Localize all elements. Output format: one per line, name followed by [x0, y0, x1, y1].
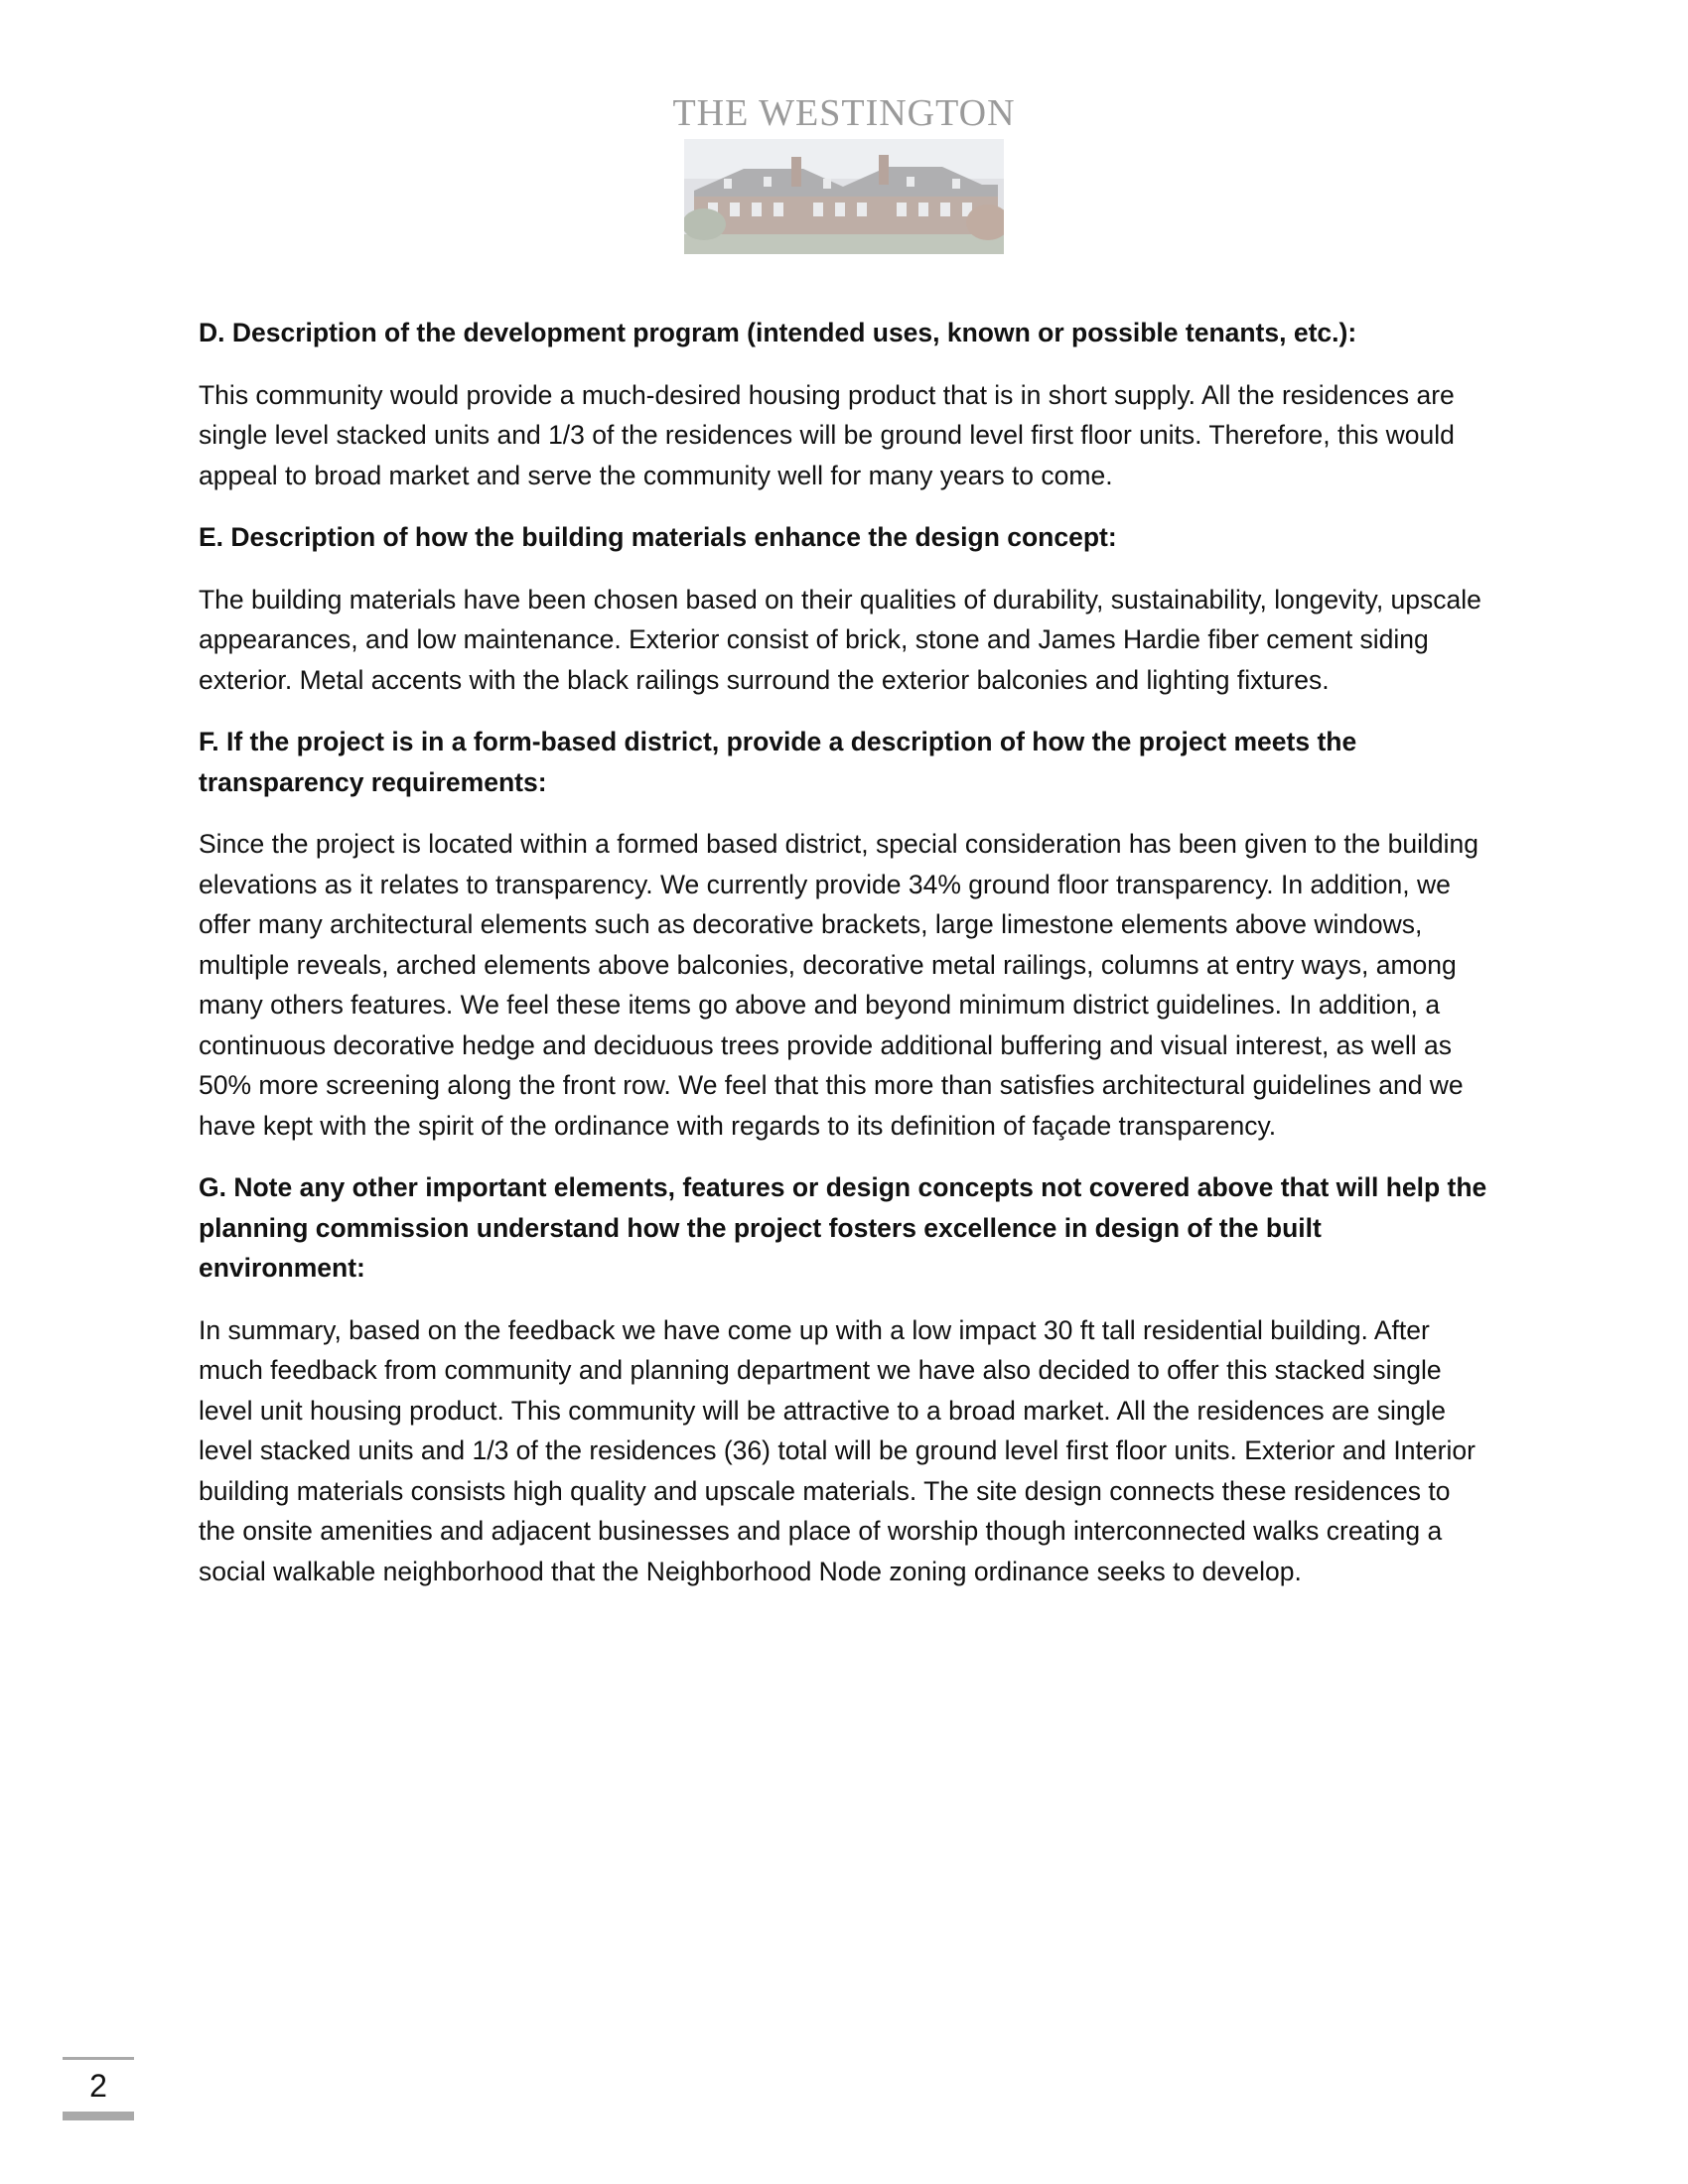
section-heading: G. Note any other important elements, features or design concepts not covered above that will help the planning commission understand how the project fosters excellence in design of the built environment: [199, 1172, 1487, 1283]
page-number: 2 [89, 2068, 107, 2104]
section-heading: F. If the project is in a form-based district, provide a description of how the project meets the transparency requirements: [199, 727, 1357, 797]
section-heading: D. Description of the development program (intended uses, known or possible tenants, etc.): [199, 318, 1357, 347]
section-paragraph: This community would provide a much-desired housing product that is in short supply. All the residences are single level stacked units and 1/3 of the residences will be ground level first floor units. Therefore, this would appeal to broad market and serve the community well for many years to come. [199, 379, 1455, 490]
page-number-rule-bottom [63, 2112, 134, 2120]
section-paragraph: In summary, based on the feedback we have come up with a low impact 30 ft tall residential building. After much feedback from community and planning department we have also decided to offer this stacked single level unit housing product. This community will be attractive to a broad market. All the residences are single level stacked units and 1/3 of the residences (36) total will be ground level first floor units. Exterior and Interior building materials consists high quality and upscale materials. The site design connects these residences to the onsite amenities and adjacent businesses and place of worship though interconnected walks creating a social walkable neighborhood that the Neighborhood Node zoning ordinance seeks to develop. [199, 1314, 1476, 1586]
building-photo-icon [684, 139, 1004, 254]
section-paragraph: Since the project is located within a formed based district, special consideration has been given to the building elevations as it relates to transparency. We currently provide 34% ground floor transparency. In addition, we offer many architectural elements such as decorative brackets, large limestone elements above windows, multiple reveals, arched elements above balconies, decorative metal railings, columns at entry ways, among many others features. We feel these items go above and beyond minimum district guidelines. In addition, a continuous decorative hedge and deciduous trees provide additional buffering and visual interest, as well as 50% more screening along the front row. We feel that this more than satisfies architectural guidelines and we have kept with the spirit of the ordinance with regards to its definition of façade transparency. [199, 829, 1478, 1141]
brand-title: THE WESTINGTON [672, 92, 1016, 134]
page-header [0, 91, 1688, 254]
document-body [199, 313, 1489, 1613]
section-f [199, 722, 1489, 1146]
section-heading: E. Description of how the building materials enhance the design concept: [199, 522, 1117, 552]
section-paragraph: The building materials have been chosen based on their qualities of durability, sustainability, longevity, upscale appearances, and low maintenance. Exterior consist of brick, stone and James Hardie fiber cement siding exterior. Metal accents with the black railings surround the exterior balconies and lighting fixtures. [199, 584, 1481, 695]
section-d [199, 313, 1489, 495]
section-g [199, 1167, 1489, 1591]
page-footer [63, 2057, 134, 2120]
section-e [199, 517, 1489, 700]
